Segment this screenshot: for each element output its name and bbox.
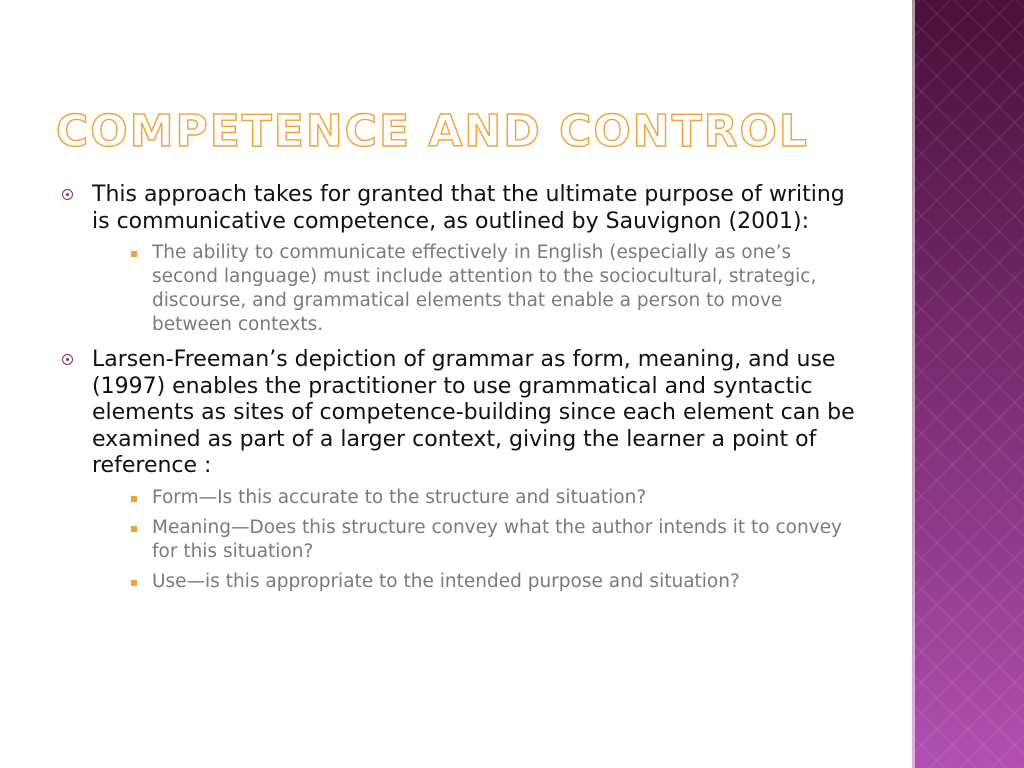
square-bullet-icon <box>131 580 137 586</box>
sub-bullet-item <box>92 570 860 594</box>
sub-bullet-list-1 <box>92 241 860 337</box>
sub-bullet-text: The ability to communicate effectively in English (especially as one’s second language) must include attention to the sociocultural, strategic, discourse, and grammatical elements that enable a person to move between contexts. <box>152 242 817 335</box>
bullet-item-2 <box>60 347 860 594</box>
circle-bullet-icon <box>62 354 73 365</box>
slide-title: COMPETENCE AND CONTROL <box>56 106 809 157</box>
sub-bullet-text: Meaning—Does this structure convey what the author intends it to convey for this situation? <box>152 516 842 562</box>
sub-bullet-list-2 <box>92 486 860 594</box>
sub-bullet-item <box>92 486 860 510</box>
circle-bullet-icon <box>62 189 73 200</box>
sub-bullet-text: Use—is this appropriate to the intended purpose and situation? <box>152 570 740 592</box>
square-bullet-icon <box>131 251 137 257</box>
bullet-item-1 <box>60 182 860 337</box>
sub-bullet-item <box>92 516 860 564</box>
square-bullet-icon <box>131 496 137 502</box>
bullet-text-1: This approach takes for granted that the ultimate purpose of writing is communicative competence, as outlined by Sauvignon (2001): <box>92 182 845 234</box>
square-bullet-icon <box>131 526 137 532</box>
sub-bullet-text: Form—Is this accurate to the structure and situation? <box>152 486 647 508</box>
decorative-side-band <box>912 0 1024 768</box>
sub-bullet-item <box>92 241 860 337</box>
slide-content <box>60 182 860 604</box>
bullet-text-2: Larsen-Freeman’s depiction of grammar as form, meaning, and use (1997) enables the practitioner to use grammatical and syntactic elements as sites of competence-building since each element can be examined as part of a larger context, giving the learner a point of reference : <box>92 347 855 478</box>
